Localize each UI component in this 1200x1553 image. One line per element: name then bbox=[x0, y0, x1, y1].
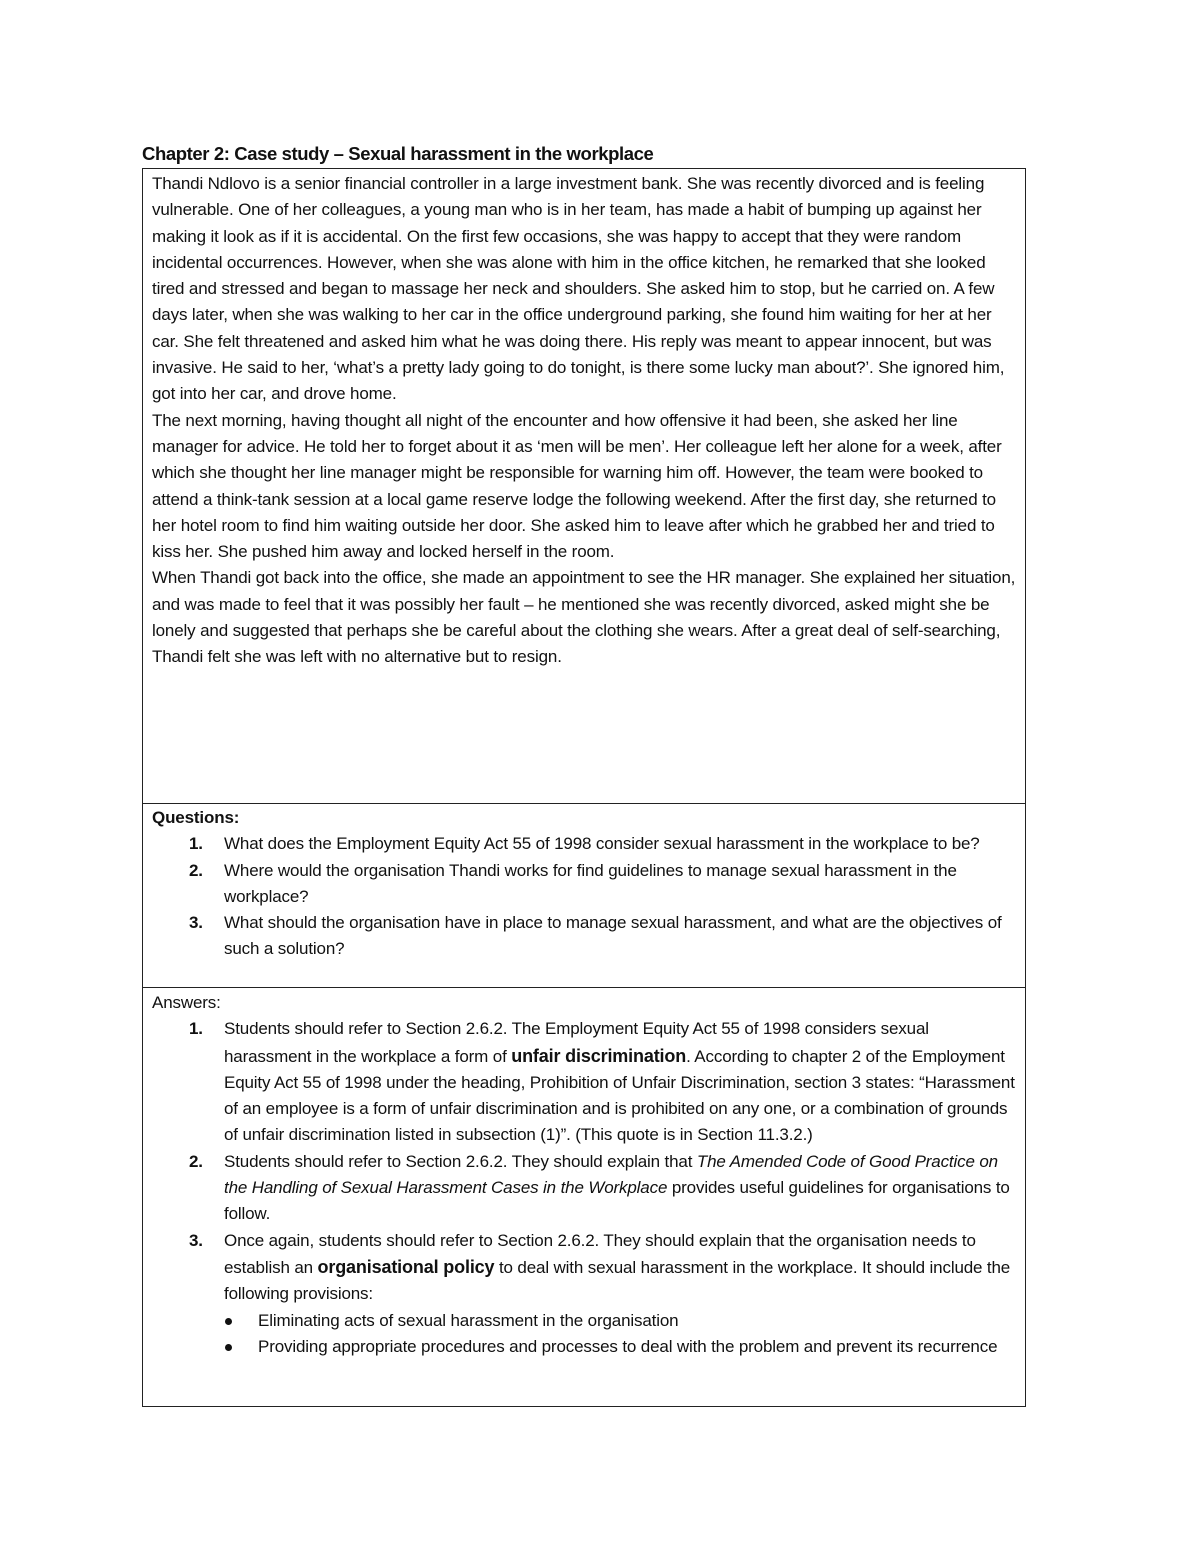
answer-emphasis: organisational policy bbox=[317, 1256, 495, 1277]
questions-cell bbox=[143, 803, 1025, 987]
answers-label: Answers: bbox=[152, 993, 221, 1012]
question-number: 2. bbox=[189, 860, 203, 880]
question-number: 3. bbox=[189, 913, 203, 933]
question-item bbox=[152, 831, 1017, 857]
question-text: What should the organisation have in place to manage sexual harassment, and what are the objectives of such a solution? bbox=[224, 913, 1002, 959]
question-item bbox=[152, 910, 1017, 963]
answer-item bbox=[152, 1228, 1017, 1360]
answer-text: Students should refer to Section 2.6.2. They should explain that bbox=[224, 1151, 697, 1171]
answer-emphasis: unfair discrimination bbox=[511, 1045, 687, 1066]
answer-item bbox=[152, 1149, 1017, 1228]
answer-number: 2. bbox=[189, 1151, 203, 1171]
case-paragraph: When Thandi got back into the office, she made an appointment to see the HR manager. She explained her situation, and was made to feel that it was possibly her fault – he mentioned she was recently divorced, asked might she be lonely and suggested that perhaps she be careful about the clothing she wears. After a great deal of self-searching, Thandi felt she was left with no alternative but to resign. bbox=[152, 568, 1016, 667]
question-text: Where would the organisation Thandi works for find guidelines to manage sexual harassment in the workplace? bbox=[224, 860, 957, 906]
answer-number: 3. bbox=[189, 1230, 203, 1250]
case-study-cell bbox=[143, 169, 1025, 803]
question-number: 1. bbox=[189, 834, 203, 854]
answers-list bbox=[152, 1016, 1017, 1360]
answer-text: Once again, students should refer to Section 2.6.2. They should explain that the organisation needs to establish an bbox=[224, 1230, 976, 1277]
page-title: Chapter 2: Case study – Sexual harassment in the workplace bbox=[142, 143, 654, 164]
question-item bbox=[152, 858, 1017, 911]
bullet-icon bbox=[225, 1344, 232, 1351]
answer-code-title: The Amended Code of Good Practice on the Handling of Sexual Harassment Cases in the Workplace bbox=[224, 1151, 998, 1198]
answer-item bbox=[152, 1016, 1017, 1148]
bullet-icon bbox=[225, 1318, 232, 1325]
answer-number: 1. bbox=[189, 1019, 203, 1039]
question-text: What does the Employment Equity Act 55 of 1998 consider sexual harassment in the workplace to be? bbox=[224, 834, 980, 854]
questions-label: Questions: bbox=[152, 808, 240, 827]
answer-text: to deal with sexual harassment in the workplace. It should include the following provisions: bbox=[224, 1257, 1011, 1304]
answer-text: Students should refer to Section 2.6.2. The Employment Equity Act 55 of 1998 considers sexual harassment in the workplace a form of bbox=[224, 1019, 929, 1066]
questions-list bbox=[152, 831, 1017, 962]
answer-text: provides useful guidelines for organisations to follow. bbox=[224, 1178, 1010, 1224]
case-paragraph: Thandi Ndlovo is a senior financial controller in a large investment bank. She was recently divorced and is feeling vulnerable. One of her colleagues, a young man who is in her team, has made a habit of bumping up against her making it look as if it is accidental. On the first few occasions, she was happy to accept that they were random incidental occurrences. However, when she was alone with him in the office kitchen, he remarked that she looked tired and stressed and began to massage her neck and shoulders. She asked him to stop, but he carried on. A few days later, when she was walking to her car in the office underground parking, she found him waiting for her at her car. She felt threatened and asked him what he was doing there. His reply was meant to appear innocent, but was invasive. He said to her, ‘what’s a pretty lady going to do tonight, is there some lucky man about?’. She ignored him, got into her car, and drove home. bbox=[152, 174, 1005, 404]
case-paragraph: The next morning, having thought all night of the encounter and how offensive it had been, she asked her line manager for advice. He told her to forget about it as ‘men will be men’. Her colleague left her alone for a week, after which she thought her line manager might be responsible for warning him off. However, the team were booked to attend a think-tank session at a local game reserve lodge the following weekend. After the first day, she returned to her hotel room to find him waiting outside her door. She asked him to leave after which he grabbed her and tried to kiss her. She pushed him away and locked herself in the room. bbox=[152, 410, 1002, 562]
provision-text: Eliminating acts of sexual harassment in the organisation bbox=[258, 1310, 679, 1330]
provision-item bbox=[224, 1334, 1017, 1360]
case-study-table bbox=[142, 168, 1026, 1407]
provision-text: Providing appropriate procedures and processes to deal with the problem and prevent its recurrence bbox=[258, 1336, 998, 1356]
answers-cell bbox=[143, 987, 1025, 1406]
provisions-list bbox=[224, 1308, 1017, 1361]
provision-item bbox=[224, 1308, 1017, 1334]
answer-text: . According to chapter 2 of the Employment Equity Act 55 of 1998 under the heading, Prohibition of Unfair Discrimination, section 3 states: “Harassment of an employee is a form of unfair discrimination and is prohibited on any one, or a combination of grounds of unfair discrimination listed in subsection (1)”. (This quote is in Section 11.3.2.) bbox=[224, 1046, 1015, 1145]
